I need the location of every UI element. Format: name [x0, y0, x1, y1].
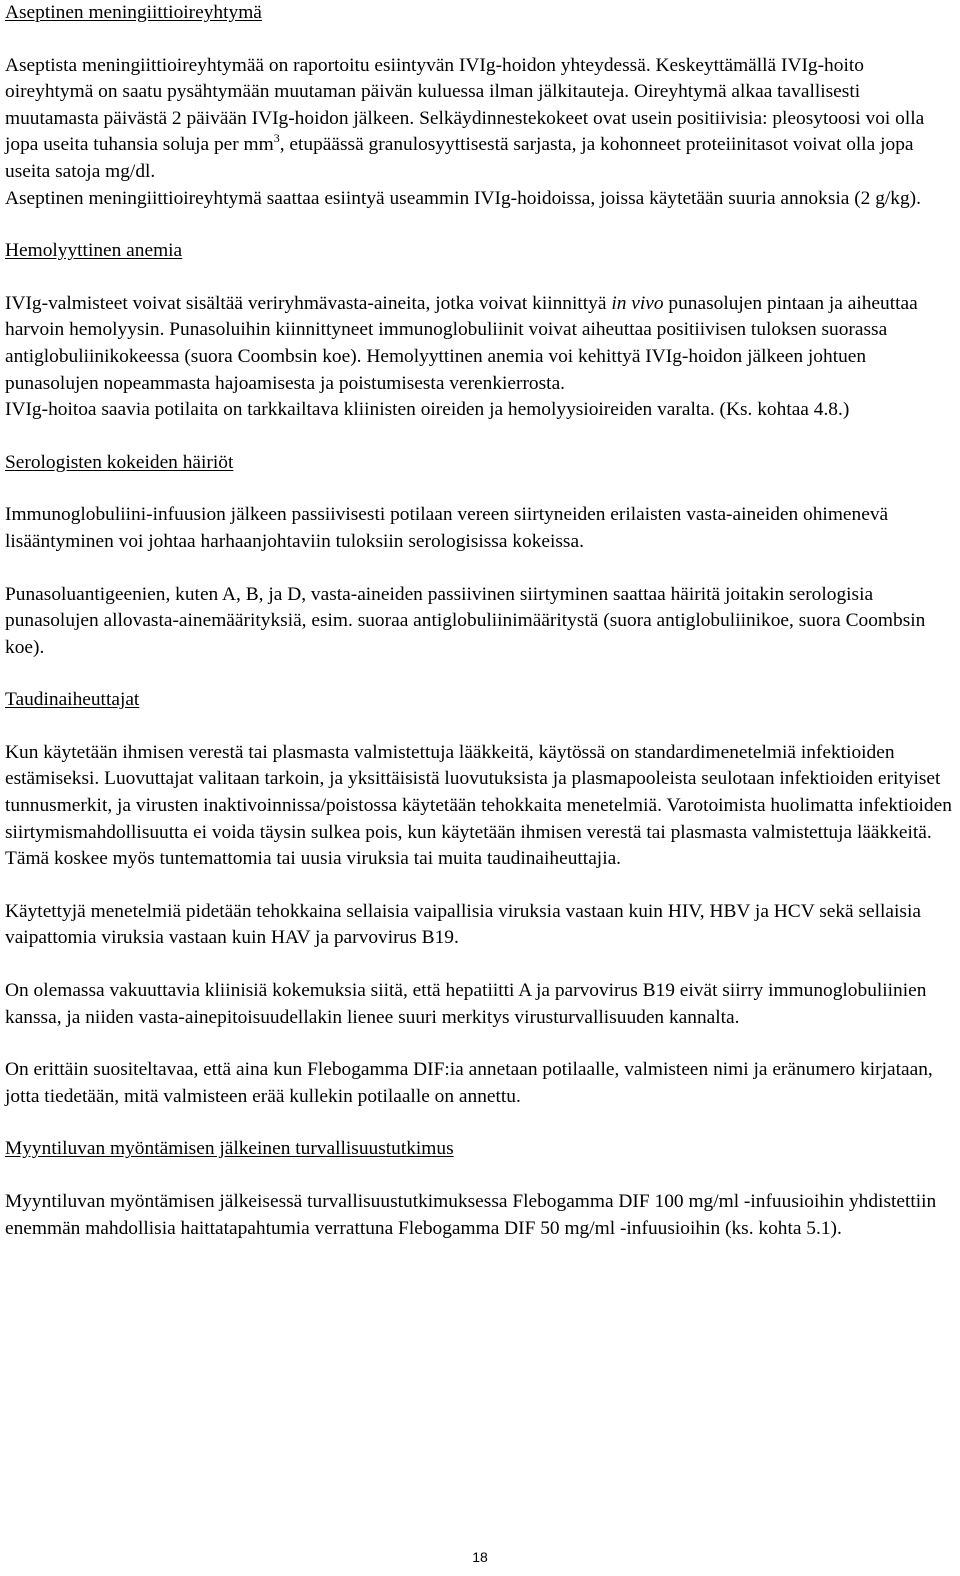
superscript-3: 3: [273, 131, 280, 146]
document-page: [5, 0, 955, 1242]
heading-aseptic-meningitis: Aseptinen meningiittioireyhtymä: [5, 2, 262, 23]
heading-pathogens: Taudinaiheuttajat: [5, 689, 140, 711]
text-meningitis-1-tail: , etupäässä granulosyyttisestä sarjasta, ja kohonneet proteiinitasot voivat olla jopa useita satoja mg/dl.: [5, 134, 914, 182]
heading-post-authorisation-study: Myyntiluvan myöntämisen jälkeinen turvallisuustutkimus: [5, 1138, 454, 1160]
paragraph-serology-2: Punasoluantigeenien, kuten A, B, ja D, vasta-aineiden passiivinen siirtyminen saattaa häiritä joitakin serologisia punasolujen allovasta-ainemäärityksiä, esim. suoraa antiglobuliinimääritystä (suora antiglobuliinikoe, suora Coombsin koe).: [5, 583, 926, 658]
paragraph-meningitis-2: Aseptinen meningiittioireyhtymä saattaa esiintyä useammin IVIg-hoidoissa, joissa käytetään suuria annoksia (2 g/kg).: [5, 187, 921, 209]
paragraph-serology-1: Immunoglobuliini-infuusion jälkeen passiivisesti potilaan vereen siirtyneiden erilaisten vasta-aineiden ohimenevä lisääntyminen voi johtaa harhaanjohtaviin tuloksiin serologisissa kokeissa.: [5, 504, 889, 552]
paragraph-post-authorisation-1: Myyntiluvan myöntämisen jälkeisessä turvallisuustutkimuksessa Flebogamma DIF 100 mg/ml -infuusioihin yhdistettiin enemmän mahdollisia haittatapahtumia verrattuna Flebogamma DIF 50 mg/ml -infuusioihin (ks. kohta 5.1).: [5, 1191, 937, 1239]
paragraph-meningitis-1: [5, 53, 955, 186]
page-number: 18: [472, 1549, 488, 1565]
paragraph-anemia-2: IVIg-hoitoa saavia potilaita on tarkkailtava kliinisten oireiden ja hemolyysioireiden varalta. (Ks. kohtaa 4.8.): [5, 399, 850, 421]
paragraph-anemia-1: [5, 291, 955, 397]
paragraph-pathogens-2: Käytettyjä menetelmiä pidetään tehokkaina sellaisia vaipallisia viruksia vastaan kuin HIV, HBV ja HCV sekä sellaisia vaipattomia viruksia vastaan kuin HAV ja parvovirus B19.: [5, 900, 921, 949]
heading-serology-interference: Serologisten kokeiden häiriöt: [5, 451, 234, 473]
text-anemia-1a: IVIg-valmisteet voivat sisältää veriryhmävasta-aineita, jotka voivat kiinnittyä: [5, 292, 612, 314]
text-in-vivo: in vivo: [611, 292, 664, 314]
paragraph-pathogens-3: On olemassa vakuuttavia kliinisiä kokemuksia siitä, että hepatiitti A ja parvovirus B19 eivät siirry immunoglobuliinien kanssa, ja niiden vasta-ainepitoisuudellakin lienee suuri merkitys virusturvallisuuden kannalta.: [5, 980, 927, 1028]
paragraph-pathogens-4: On erittäin suositeltavaa, että aina kun Flebogamma DIF:ia annetaan potilaalle, valmisteen nimi ja eränumero kirjataan, jotta tiedetään, mitä valmisteen erää kullekin potilaalle on annettu.: [5, 1059, 933, 1107]
heading-hemolytic-anemia: Hemolyyttinen anemia: [5, 240, 183, 262]
paragraph-pathogens-1: Kun käytetään ihmisen verestä tai plasmasta valmistettuja lääkkeitä, käytössä on standardimenetelmiä infektioiden estämiseksi. Luovuttajat valitaan tarkoin, ja yksittäisistä luovutuksista ja plasmapooleista seulotaan infektioiden erityiset tunnusmerkit, ja virusten inaktivoinnissa/poistossa käytetään tehokkaita menetelmiä. Varotoimista huolimatta infektioiden siirtymismahdollisuutta ei voida täysin sulkea pois, kun käytetään ihmisen verestä tai plasmasta valmistettuja lääkkeitä. Tämä koskee myös tuntemattomia tai uusia viruksia tai muita taudinaiheuttajia.: [5, 741, 952, 870]
text-anemia-1b: punasolujen pintaan ja aiheuttaa harvoin hemolyysin. Punasoluihin kiinnittyneet immunoglobuliinit voivat aiheuttaa positiivisen tuloksen suorassa antiglobuliinikokeessa (suora Coombsin koe). Hemolyyttinen anemia voi kehittyä IVIg-hoidon jälkeen johtuen punasolujen nopeammasta hajoamisesta ja poistumisesta verenkierrosta.: [5, 292, 918, 394]
text-meningitis-1: Aseptista meningiittioireyhtymää on raportoitu esiintyvän IVIg-hoidon yhteydessä. Keskeyttämällä IVIg-hoito oireyhtymä on saatu pysähtymään muutaman päivän kuluessa ilman jälkitauteja. Oireyhtymä alkaa tavallisesti muutamasta päivästä 2 päivään IVIg-hoidon jälkeen. Selkäydinnestekokeet ovat usein positiivisia: pleosytoosi voi olla jopa useita tuhansia soluja per mm: [5, 54, 925, 156]
